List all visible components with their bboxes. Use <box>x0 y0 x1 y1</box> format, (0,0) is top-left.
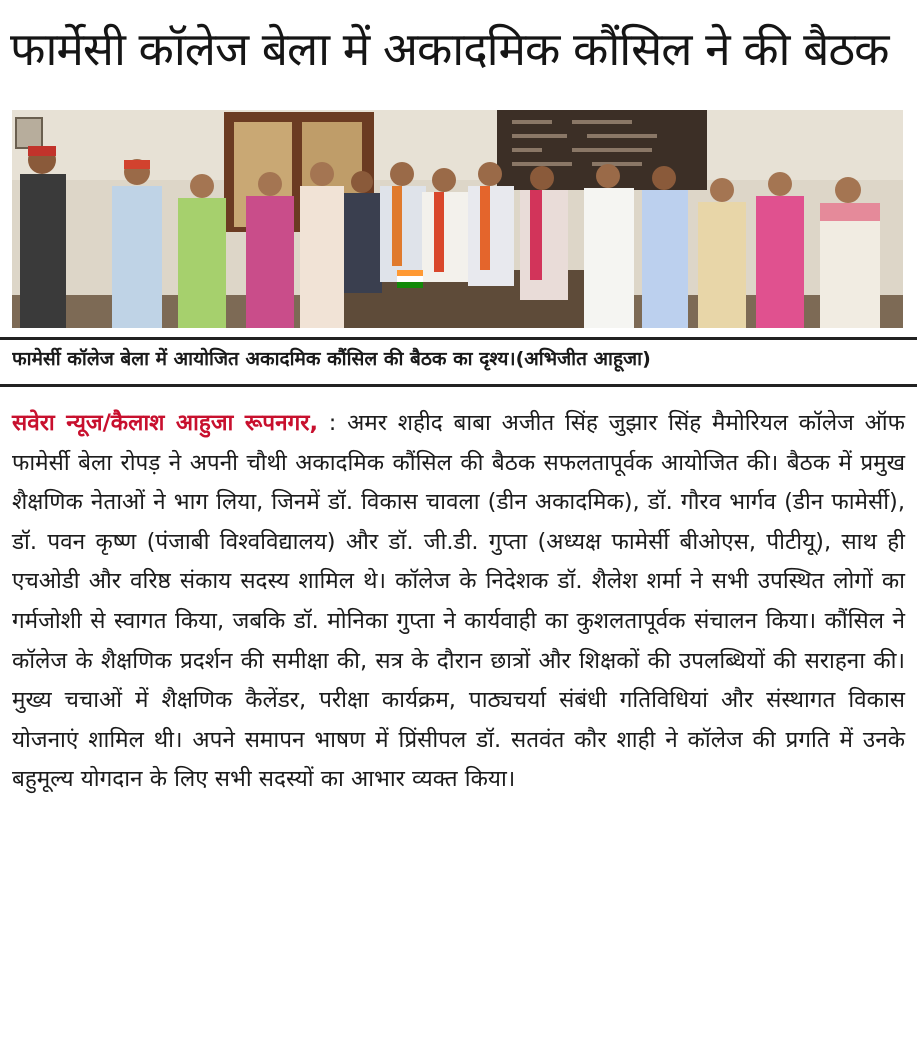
dateline: सवेरा न्यूज/कैलाश आहुजा रूपनगर, <box>12 410 318 436</box>
caption-bottom-rule <box>0 384 917 387</box>
group-photo <box>12 110 903 328</box>
photo-caption: फामेर्सी कॉलेज बेला में आयोजित अकादमिक कौंसिल की बैठक का दृश्य।(अभिजीत आहूजा) <box>12 348 651 370</box>
caption-top-rule <box>0 337 917 340</box>
article-body-text: : अमर शहीद बाबा अजीत सिंह जुझार सिंह मैमोरियल कॉलेज ऑफ फामेर्सी बेला रोपड़ ने अपनी चौथी अकादमिक कौंसिल की बैठक सफलतापूर्वक आयोजित की। बैठक में प्रमुख शैक्षणिक नेताओं ने भाग लिया, जिनमें डॉ. विकास चावला (डीन अकादमिक), डॉ. गौरव भार्गव (डीन फामेर्सी), डॉ. पवन कृष्ण (पंजाबी विश्वविद्यालय) और डॉ. जी.डी. गुप्ता (अध्यक्ष फामेर्सी बीओएस, पीटीयू), साथ ही एचओडी और वरिष्ठ संकाय सदस्य शामिल थे। कॉलेज के निदेशक डॉ. शैलेश शर्मा ने सभी उपस्थित लोगों का गर्मजोशी से स्वागत किया, जबकि डॉ. मोनिका गुप्ता ने कार्यवाही का कुशलतापूर्वक संचालन किया। कौंसिल ने कॉलेज के शैक्षणिक प्रदर्शन की समीक्षा की, सत्र के दौरान छात्रों और शिक्षकों की उपलब्धियों की सराहना की। मुख्य चचाओं में शैक्षणिक कैलेंडर, परीक्षा कार्यक्रम, पाठ्यचर्या संबंधी गतिविधियां और संस्थागत विकास योजनाएं शामिल थी। अपने समापन भाषण में प्रिंसीपल डॉ. सतवंत कौर शाही ने कॉलेज की प्रगति में उनके बहुमूल्य योगदान के लिए सभी सदस्यों का आभार व्यक्त किया। <box>12 410 905 793</box>
headline: फार्मेसी कॉलेज बेला में अकादमिक कौंसिल ने की बैठक <box>10 22 889 76</box>
article-body <box>12 404 905 800</box>
